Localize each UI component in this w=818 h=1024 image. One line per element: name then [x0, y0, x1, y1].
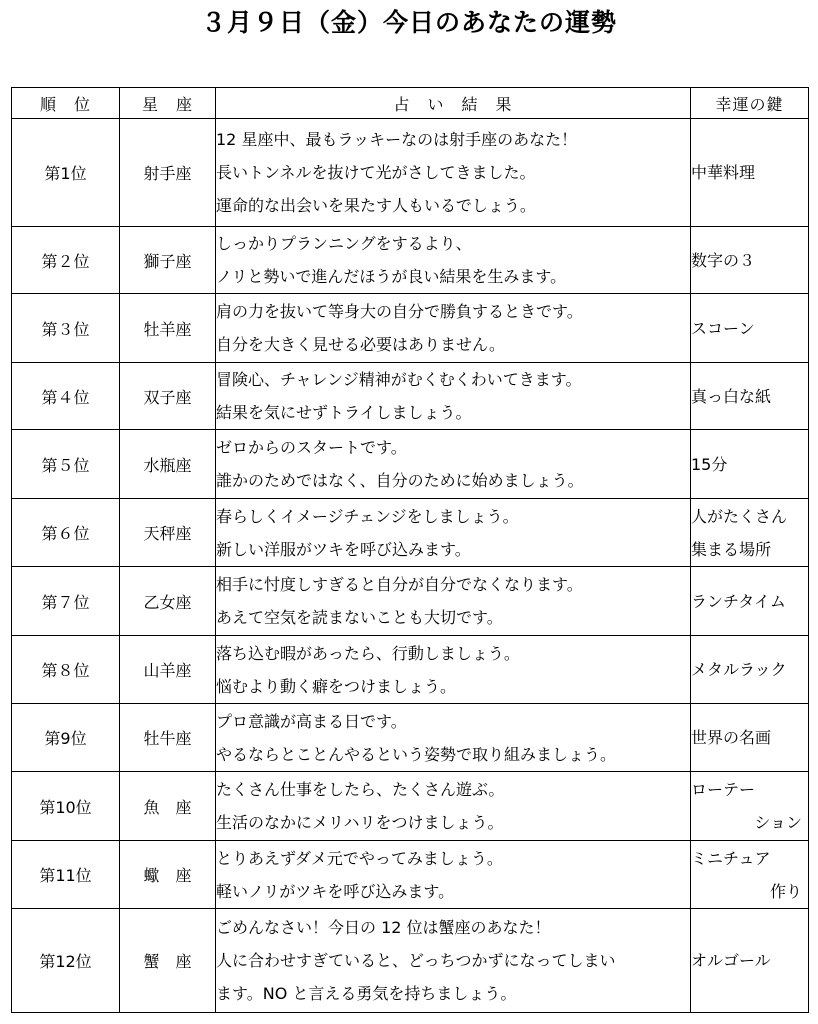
result-line: 12 星座中、最もラッキーなのは射手座のあなた！ — [216, 130, 578, 149]
result-cell — [216, 119, 691, 227]
table-row — [12, 294, 809, 363]
result-cell — [216, 363, 691, 430]
result-cell — [216, 227, 691, 294]
lucky-key-line: 世界の名画 — [691, 728, 772, 747]
result-cell — [216, 841, 691, 909]
table-row — [12, 841, 809, 909]
lucky-key-line: 15分 — [691, 454, 728, 474]
result-line: 肩の力を抜いて等身大の自分で勝負するときです。 — [216, 302, 583, 321]
sign-cell: 水瓶座 — [120, 430, 216, 499]
result-cell — [216, 704, 691, 772]
lucky-key-cell — [691, 430, 809, 499]
lucky-key-line: 集まる場所 — [691, 539, 772, 559]
sign-cell: 蟹 座 — [120, 909, 216, 1013]
lucky-key-line: ミニチュア — [691, 848, 771, 868]
result-cell — [216, 294, 691, 363]
sign-cell: 獅子座 — [120, 227, 216, 294]
lucky-key-cell — [691, 119, 809, 227]
rank-cell: 第12位 — [12, 909, 120, 1013]
lucky-key-line: オルゴール — [691, 951, 771, 970]
result-line: ノリと勢いで進んだほうが良い結果を生みます。 — [216, 267, 567, 286]
table-row — [12, 430, 809, 499]
result-line: 結果を気にせずトライしましょう。 — [216, 403, 472, 422]
table-row — [12, 772, 809, 841]
lucky-key-cell — [691, 567, 809, 636]
lucky-key-line: 中華料理 — [691, 163, 756, 182]
lucky-key-line: 数字の３ — [691, 250, 756, 270]
rank-cell: 第４位 — [12, 363, 120, 430]
result-line: とりあえずダメ元でやってみましょう。 — [216, 848, 503, 868]
lucky-key-line: 人がたくさん — [691, 506, 788, 526]
result-line: 落ち込む暇があったら、行動しましょう。 — [216, 643, 520, 663]
result-line: 長いトンネルを抜けて光がさしてきました。 — [216, 163, 536, 182]
table-row — [12, 636, 809, 704]
table-row — [12, 499, 809, 567]
sign-cell: 射手座 — [120, 119, 216, 227]
result-line: 運命的な出会いを果たす人もいるでしょう。 — [216, 196, 536, 215]
fortune-table — [11, 87, 809, 1013]
lucky-key-cell — [691, 499, 809, 567]
result-cell — [216, 636, 691, 704]
result-line: 誰かのためではなく、自分のために始めましょう。 — [216, 471, 584, 490]
result-line: 冒険心、チャレンジ精神がむくむくわいてきます。 — [216, 370, 582, 389]
sign-cell: 乙女座 — [120, 567, 216, 636]
result-line: ます。NO と言える勇気を持ちましょう。 — [216, 984, 517, 1003]
result-line: やるならとことんやるという姿勢で取り組みましょう。 — [216, 744, 617, 764]
sign-cell: 天秤座 — [120, 499, 216, 567]
lucky-key-cell — [691, 294, 809, 363]
result-line: しっかりプランニングをするより、 — [216, 234, 472, 253]
result-line: 相手に忖度しすぎると自分が自分でなくなります。 — [216, 575, 583, 594]
result-cell — [216, 772, 691, 841]
result-line: たくさん仕事をしたら、たくさん遊ぶ。 — [216, 780, 505, 799]
sign-cell: 魚 座 — [120, 772, 216, 841]
sign-cell: 山羊座 — [120, 636, 216, 704]
rank-cell: 第２位 — [12, 227, 120, 294]
sign-cell: 蠍 座 — [120, 841, 216, 909]
lucky-key-cell — [691, 841, 809, 909]
lucky-key-cell — [691, 704, 809, 772]
rank-cell: 第３位 — [12, 294, 120, 363]
result-line: プロ意識が高まる日です。 — [216, 711, 407, 731]
result-line: 軽いノリがツキを呼び込みます。 — [216, 881, 455, 901]
header-result: 占 い 結 果 — [216, 88, 691, 119]
result-line: あえて空気を読まないことも大切です。 — [216, 608, 503, 627]
sign-cell: 牡牛座 — [120, 704, 216, 772]
result-cell — [216, 430, 691, 499]
table-row — [12, 119, 809, 227]
lucky-key-line: 真っ白な紙 — [691, 386, 772, 406]
table-row — [12, 227, 809, 294]
rank-cell: 第５位 — [12, 430, 120, 499]
lucky-key-line: 作り — [769, 881, 802, 901]
table-row — [12, 704, 809, 772]
table-row — [12, 909, 809, 1013]
header-key: 幸運の鍵 — [691, 88, 809, 119]
header-sign: 星 座 — [120, 88, 216, 119]
header-rank: 順 位 — [12, 88, 120, 119]
result-line: 人に合わせすぎていると、どっちつかずになってしまい — [216, 951, 616, 970]
lucky-key-cell — [691, 227, 809, 294]
result-line: ごめんなさい！今日の 12 位は蟹座のあなた！ — [216, 918, 551, 937]
result-line: 春らしくイメージチェンジをしましょう。 — [216, 506, 519, 526]
result-cell — [216, 909, 691, 1013]
rank-cell: 第11位 — [12, 841, 120, 909]
sign-cell: 双子座 — [120, 363, 216, 430]
result-cell — [216, 567, 691, 636]
rank-cell: 第８位 — [12, 636, 120, 704]
rank-cell: 第10位 — [12, 772, 120, 841]
table-row — [12, 363, 809, 430]
page-title: ３月９日（金）今日のあなたの運勢 — [200, 8, 617, 37]
result-line: 悩むより動く癖をつけましょう。 — [216, 676, 457, 696]
sign-cell: 牡羊座 — [120, 294, 216, 363]
result-line: ゼロからのスタートです。 — [216, 438, 407, 457]
lucky-key-line: スコーン — [691, 318, 755, 338]
rank-cell: 第７位 — [12, 567, 120, 636]
lucky-key-line: ローテー — [691, 780, 756, 799]
table-header-row — [12, 88, 809, 119]
result-cell — [216, 499, 691, 567]
lucky-key-cell — [691, 909, 809, 1013]
lucky-key-cell — [691, 772, 809, 841]
rank-cell: 第9位 — [12, 704, 120, 772]
lucky-key-line: メタルラック — [691, 660, 787, 679]
rank-cell: 第６位 — [12, 499, 120, 567]
lucky-key-cell — [691, 636, 809, 704]
result-line: 生活のなかにメリハリをつけましょう。 — [216, 813, 504, 832]
table-row — [12, 567, 809, 636]
rank-cell: 第1位 — [12, 119, 120, 227]
lucky-key-cell — [691, 363, 809, 430]
result-line: 新しい洋服がツキを呼び込みます。 — [216, 539, 471, 559]
lucky-key-line: ション — [754, 813, 802, 832]
lucky-key-line: ランチタイム — [691, 591, 786, 611]
result-line: 自分を大きく見せる必要はありません。 — [216, 335, 505, 354]
